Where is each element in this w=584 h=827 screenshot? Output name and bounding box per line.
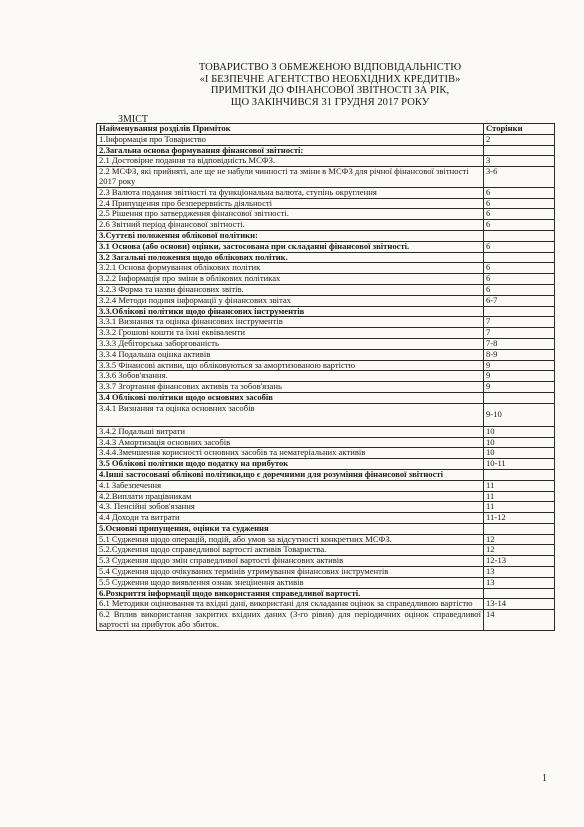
toc-row-pages: 10 (484, 426, 555, 437)
toc-row-pages: 9-10 (484, 403, 555, 426)
toc-row-name: 3.2.1 Основа формування облікових політик (97, 263, 484, 274)
toc-row (97, 252, 555, 263)
toc-row-name: 2.5 Рішення про затвердження фінансової звітності. (97, 209, 484, 220)
toc-row (97, 230, 555, 241)
toc-row (97, 338, 555, 349)
toc-row (97, 403, 555, 426)
toc-row (97, 371, 555, 382)
toc-row-name: 4.2.Виплати працівникам (97, 491, 484, 502)
toc-row-pages: 12 (484, 534, 555, 545)
toc-row-pages: 7-8 (484, 338, 555, 349)
toc-row-name: 3.3.3 Дебіторська заборгованість (97, 338, 484, 349)
toc-row-pages: 6 (484, 198, 555, 209)
toc-row-pages: 6-7 (484, 295, 555, 306)
toc-row-name: 2.6 Звітний період фінансової звітності. (97, 220, 484, 231)
toc-row (97, 209, 555, 220)
toc-row (97, 469, 555, 480)
toc-row (97, 567, 555, 578)
toc-row-name: 3.3.2 Грошові кошти та їхні еквіваленти (97, 328, 484, 339)
toc-row-pages (484, 230, 555, 241)
toc-row (97, 588, 555, 599)
toc-row-name: 3.3.6 Зобов'язання. (97, 371, 484, 382)
toc-row (97, 349, 555, 360)
toc-row-name: 2.2 МСФЗ, які прийняті, але ще не набули чинності та зміни в МСФЗ для річної фінансової звітності 2017 року (97, 167, 484, 188)
toc-row-pages: 12-13 (484, 556, 555, 567)
toc-row-name: 3.3.1 Визнання та оцінка фінансових інструментів (97, 317, 484, 328)
toc-row (97, 513, 555, 524)
toc-row-pages: 10 (484, 448, 555, 459)
toc-row (97, 392, 555, 403)
toc-row (97, 134, 555, 145)
toc-row-name: 3.2 Загальні положення щодо облікових політик. (97, 252, 484, 263)
toc-row (97, 198, 555, 209)
toc-row-name: 3.5 Облікові політики щодо податку на прибуток (97, 459, 484, 470)
toc-row-name: 3.Суттєві положення облікової політики: (97, 230, 484, 241)
toc-table (96, 123, 555, 631)
toc-row (97, 156, 555, 167)
toc-row-pages (484, 145, 555, 156)
toc-row-pages: 2 (484, 134, 555, 145)
toc-row (97, 534, 555, 545)
toc-row-name: 2.4 Припущення про безперервність діяльності (97, 198, 484, 209)
toc-row-pages: 11-12 (484, 513, 555, 524)
toc-row-pages (484, 588, 555, 599)
toc-row (97, 502, 555, 513)
toc-row-name: 6.Розкриття інформації щодо використання справедливої вартості. (97, 588, 484, 599)
toc-row (97, 459, 555, 470)
toc-row (97, 556, 555, 567)
toc-row (97, 360, 555, 371)
toc-row-name: 6.2 Вплив використання закритих вхідних даних (3-го рівня) для періодичних оцінок справедливої вартості на прибуток або збиток. (97, 610, 484, 631)
toc-row (97, 317, 555, 328)
company-name: «І БЕЗПЕЧНЕ АГЕНТСТВО НЕОБХІДНИХ КРЕДИТІВ» (199, 73, 461, 85)
toc-row-pages: 11 (484, 502, 555, 513)
toc-row (97, 491, 555, 502)
toc-row (97, 328, 555, 339)
toc-row-pages: 13-14 (484, 599, 555, 610)
toc-row-name: 4.Інші застосовані облікові політики,що є доречними для розуміння фінансової звітності (97, 469, 484, 480)
toc-row-pages: 3-6 (484, 167, 555, 188)
toc-row (97, 437, 555, 448)
toc-row-pages: 9 (484, 360, 555, 371)
toc-row-name: 4.1 Забезпечення (97, 480, 484, 491)
toc-row-name: 3.2.3 Форма та назви фінансових звітів. (97, 284, 484, 295)
document-title: ПРИМІТКИ ДО ФІНАНСОВОЇ ЗВІТНОСТІ ЗА РІК, (210, 85, 450, 97)
toc-row (97, 599, 555, 610)
toc-row-pages: 3 (484, 156, 555, 167)
toc-row-pages: 9 (484, 371, 555, 382)
toc-row-pages: 12 (484, 545, 555, 556)
toc-row-name: 2.3 Валюта подання звітності та функціональна валюта, ступінь округлення (97, 187, 484, 198)
toc-row-name: 3.4 Облікові політики щодо основних засобів (97, 392, 484, 403)
toc-row-pages: 6 (484, 284, 555, 295)
toc-row-name: 2.Загальна основа формування фінансової звітності: (97, 145, 484, 156)
toc-row-name: 3.2.4 Методи подння інформації у фінансових звітах (97, 295, 484, 306)
toc-row (97, 545, 555, 556)
toc-row (97, 480, 555, 491)
document-header (95, 62, 565, 108)
toc-row-pages: 11 (484, 480, 555, 491)
toc-row-pages: 10 (484, 437, 555, 448)
toc-row (97, 284, 555, 295)
toc-row-pages: 10-11 (484, 459, 555, 470)
toc-row (97, 167, 555, 188)
toc-row-name: 2.1 Достовірне подання та відповідність МСФЗ. (97, 156, 484, 167)
toc-row-name: 3.4.2 Подальші витрати (97, 426, 484, 437)
toc-row-name: 4.3. Пенсійні зобов'язання (97, 502, 484, 513)
toc-row-name: 5.3 Судження щодо змін справедливої вартості фінансових активів (97, 556, 484, 567)
toc-row (97, 306, 555, 317)
toc-row-name: 3.1 Основа (або основи) оцінки, застосована при складанні фінансової звітності. (97, 241, 484, 252)
toc-row-pages (484, 523, 555, 534)
toc-row (97, 577, 555, 588)
toc-row-pages: 8-9 (484, 349, 555, 360)
toc-row-name: 3.4.3 Амортизація основних засобів (97, 437, 484, 448)
toc-row-pages (484, 469, 555, 480)
toc-header-row (97, 124, 555, 135)
toc-row-name: 5.2.Судження щодо справедливої вартості активів Товариства. (97, 545, 484, 556)
toc-row-pages: 7 (484, 328, 555, 339)
page-number: 1 (542, 773, 547, 784)
toc-row (97, 382, 555, 393)
toc-row-name: 3.4.1 Визнання та оцінка основних засобів (97, 403, 484, 426)
toc-row-name: 4.4 Доходи та витрати (97, 513, 484, 524)
company-form: ТОВАРИСТВО З ОБМЕЖЕНОЮ ВІДПОВІДАЛЬНІСТЮ (198, 62, 462, 73)
toc-row-name: 6.1 Методики оцінювання та вхідні дані, використані для складання оцінок за справедливою вартістю (97, 599, 484, 610)
toc-row-pages: 7 (484, 317, 555, 328)
toc-row-name: 5.Основні припущення, оцінки та судження (97, 523, 484, 534)
toc-row (97, 295, 555, 306)
toc-row-name: 3.3.4 Подальша оцінка активів (97, 349, 484, 360)
toc-row-name: 3.3.7 Згортання фінансових активів та зобов'язань (97, 382, 484, 393)
toc-row (97, 274, 555, 285)
toc-row-pages: 6 (484, 209, 555, 220)
toc-row-pages (484, 392, 555, 403)
toc-row-name: 5.1 Судження щодо операцій, подій, або умов за відсутності конкретних МСФЗ. (97, 534, 484, 545)
toc-header-pages: Сторінки (484, 124, 555, 135)
toc-row (97, 187, 555, 198)
toc-label: ЗМІСТ (118, 114, 149, 125)
toc-row-pages: 14 (484, 610, 555, 631)
toc-row-name: 3.3.Облікові політики щодо фінансових інструментів (97, 306, 484, 317)
toc-row-name: 1.Інформація про Товариство (97, 134, 484, 145)
toc-row-pages (484, 306, 555, 317)
toc-row-pages (484, 252, 555, 263)
toc-row-name: 5.5 Судження щодо виявлення ознак знецінення активів (97, 577, 484, 588)
toc-row-pages: 11 (484, 491, 555, 502)
toc-row (97, 263, 555, 274)
toc-row-pages: 9 (484, 382, 555, 393)
toc-row-pages: 6 (484, 187, 555, 198)
toc-header-name: Найменування розділів Приміток (97, 124, 484, 135)
toc-row (97, 145, 555, 156)
toc-row-name: 3.2.2 Інформація про зміни в облікових політиках (97, 274, 484, 285)
toc-row (97, 523, 555, 534)
toc-row-name: 5.4 Судження щодо очікуваних термінів утримування фінансових інструментів (97, 567, 484, 578)
toc-row (97, 448, 555, 459)
toc-row-pages: 6 (484, 263, 555, 274)
toc-row (97, 426, 555, 437)
toc-row-name: 3.4.4.Зменшення корисності основних засобів та нематеріальних активів (97, 448, 484, 459)
toc-row (97, 610, 555, 631)
toc-row-pages: 6 (484, 220, 555, 231)
toc-row-pages: 6 (484, 241, 555, 252)
toc-row-pages: 6 (484, 274, 555, 285)
document-period: ЩО ЗАКІНЧИВСЯ 31 ГРУДНЯ 2017 РОКУ (230, 96, 430, 108)
toc-row (97, 241, 555, 252)
toc-row-pages: 13 (484, 577, 555, 588)
toc-row-name: 3.3.5 Фінансові активи, що обліковуються за амортизованою вартістю (97, 360, 484, 371)
toc-row (97, 220, 555, 231)
toc-row-pages: 13 (484, 567, 555, 578)
